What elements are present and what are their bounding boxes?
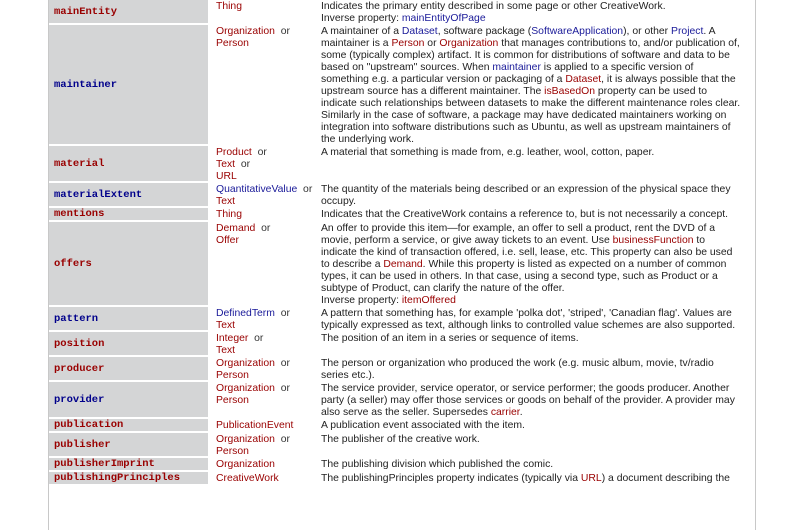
- property-description-cell: [315, 222, 755, 307]
- property-name-link[interactable]: publication: [54, 419, 124, 431]
- description-link[interactable]: carrier: [490, 407, 520, 418]
- property-description-cell: [315, 208, 755, 222]
- type-link[interactable]: Offer: [216, 235, 239, 246]
- description-text: , it is always possible that the upstream source has a different maintainer. The: [321, 74, 736, 97]
- expected-types-cell: [210, 382, 315, 419]
- description-link[interactable]: Project: [671, 26, 704, 37]
- expected-types-cell: [210, 458, 315, 472]
- property-row: [49, 357, 755, 382]
- property-name-link[interactable]: pattern: [54, 312, 99, 325]
- expected-types-cell: [210, 222, 315, 307]
- description-text: . A maintainer is a: [321, 26, 715, 49]
- property-description-cell: [315, 183, 755, 208]
- property-row: [49, 25, 755, 146]
- or-separator: or: [280, 383, 290, 394]
- property-name-link[interactable]: position: [54, 337, 105, 350]
- property-description-cell: [315, 357, 755, 382]
- description-text: The person or organization who produced the work (e.g. music album, movie, tv/radio series etc.).: [321, 358, 714, 381]
- type-link[interactable]: DefinedTerm: [216, 308, 275, 319]
- type-link[interactable]: Organization: [216, 26, 275, 37]
- description-text: A material that something is made from, e.g. leather, wool, cotton, paper.: [321, 147, 655, 158]
- property-row: [49, 458, 755, 472]
- description-text: The publisher of the creative work.: [321, 434, 480, 445]
- property-description-cell: [315, 458, 755, 472]
- type-link[interactable]: CreativeWork: [216, 473, 279, 484]
- description-text: Inverse property:: [321, 13, 402, 24]
- description-text: . While this property is listed as expected on a number of common types, it can be used in others. In that case, using a second type, such as Product or a subtype of Product, can clarify the nature of the offer.: [321, 259, 727, 294]
- description-link[interactable]: Dataset: [565, 74, 602, 85]
- description-text: The publishingPrinciples property indicates (typically via: [321, 473, 581, 484]
- property-row: [49, 146, 755, 183]
- property-name-cell: [49, 146, 210, 183]
- expected-types-cell: [210, 25, 315, 146]
- type-link[interactable]: Product: [216, 147, 252, 158]
- description-text: ), or other: [623, 26, 672, 37]
- expected-types-cell: [210, 0, 315, 25]
- type-link[interactable]: Person: [216, 446, 249, 457]
- property-name-cell: [49, 357, 210, 382]
- property-name-link[interactable]: publisher: [54, 438, 111, 451]
- property-name-link[interactable]: provider: [54, 393, 105, 406]
- property-description-cell: [315, 0, 755, 25]
- description-link[interactable]: Organization: [439, 38, 499, 49]
- or-separator: or: [303, 184, 313, 195]
- description-text: to indicate the kind of transaction offered, i.e. sell, lease, etc. This property can also be used to describe a: [321, 235, 733, 270]
- description-text: .: [519, 407, 523, 418]
- or-separator: or: [280, 26, 290, 37]
- or-separator: or: [240, 159, 251, 170]
- property-row: [49, 183, 755, 208]
- or-separator: or: [254, 333, 264, 344]
- type-link[interactable]: Integer: [216, 333, 249, 344]
- expected-types-cell: [210, 208, 315, 222]
- or-separator: or: [261, 223, 271, 234]
- property-name-link[interactable]: publishingPrinciples: [54, 472, 181, 484]
- expected-types-cell: [210, 419, 315, 433]
- description-link[interactable]: SoftwareApplication: [531, 26, 624, 37]
- property-name-cell: [49, 382, 210, 419]
- property-row: [49, 433, 755, 458]
- expected-types-cell: [210, 183, 315, 208]
- property-row: [49, 472, 755, 486]
- type-link[interactable]: PublicationEvent: [216, 420, 294, 431]
- property-description-cell: [315, 332, 755, 357]
- description-link[interactable]: mainEntityOfPage: [401, 13, 486, 24]
- description-text: The quantity of the materials being described or an expression of the physical space they occupy.: [321, 184, 731, 207]
- expected-types-cell: [210, 307, 315, 332]
- property-name-cell: [49, 419, 210, 433]
- property-row: [49, 382, 755, 419]
- description-text: An offer to provide this item—for example, an offer to sell a product, rent the DVD of a movie, perform a service, or give away tickets to an event. Use: [321, 223, 716, 246]
- property-description-cell: [315, 307, 755, 332]
- description-link[interactable]: isBasedOn: [544, 86, 595, 97]
- description-text: A maintainer of a: [321, 26, 402, 37]
- description-link[interactable]: URL: [580, 473, 602, 484]
- property-name-cell: [49, 307, 210, 332]
- expected-types-cell: [210, 146, 315, 183]
- property-row: [49, 307, 755, 332]
- or-separator: or: [257, 147, 267, 158]
- property-name-link[interactable]: maintainer: [54, 78, 118, 91]
- type-link[interactable]: QuantitativeValue: [216, 184, 298, 195]
- or-separator: or: [280, 308, 290, 319]
- property-name-cell: [49, 222, 210, 307]
- description-link[interactable]: businessFunction: [612, 235, 694, 246]
- property-row: [49, 419, 755, 433]
- property-row: [49, 208, 755, 222]
- property-name-link[interactable]: material: [54, 157, 105, 170]
- property-name-cell: [49, 208, 210, 222]
- or-separator: or: [280, 434, 290, 445]
- property-description-cell: [315, 472, 755, 486]
- description-link[interactable]: Demand: [383, 259, 423, 270]
- description-link[interactable]: itemOffered: [401, 295, 456, 306]
- type-link[interactable]: Person: [216, 38, 249, 49]
- property-name-cell: [49, 183, 210, 208]
- expected-types-cell: [210, 472, 315, 486]
- expected-types-cell: [210, 332, 315, 357]
- type-link[interactable]: Text: [216, 159, 236, 170]
- description-link[interactable]: Person: [391, 38, 425, 49]
- description-text: A publication event associated with the item.: [321, 420, 525, 431]
- type-link[interactable]: Organization: [216, 459, 275, 470]
- property-row: [49, 332, 755, 357]
- type-link[interactable]: Organization: [216, 358, 275, 369]
- type-link[interactable]: Thing: [216, 209, 242, 220]
- description-text: Indicates that the CreativeWork contains a reference to, but is not necessarily a concept.: [321, 209, 728, 220]
- property-name-cell: [49, 332, 210, 357]
- property-name-cell: [49, 433, 210, 458]
- description-text: , software package (: [437, 26, 532, 37]
- description-text: ) a document describing the: [601, 473, 730, 484]
- description-link[interactable]: Dataset: [401, 26, 438, 37]
- property-name-link[interactable]: producer: [54, 362, 105, 375]
- or-separator: or: [280, 358, 290, 369]
- type-link[interactable]: Text: [216, 345, 236, 356]
- property-table: [49, 0, 755, 486]
- property-description-cell: [315, 433, 755, 458]
- property-row: [49, 222, 755, 307]
- property-name-link[interactable]: publisherImprint: [54, 458, 155, 470]
- description-link[interactable]: maintainer: [492, 62, 541, 73]
- description-text: The publishing division which published the comic.: [321, 459, 554, 470]
- property-table-container: [48, 0, 756, 530]
- type-link[interactable]: Organization: [216, 383, 275, 394]
- property-description-cell: [315, 25, 755, 146]
- property-name-link[interactable]: materialExtent: [54, 188, 143, 201]
- property-table-body: [49, 0, 755, 486]
- property-name-link[interactable]: offers: [54, 257, 92, 270]
- type-link[interactable]: Demand: [216, 223, 256, 234]
- type-link[interactable]: Person: [216, 370, 249, 381]
- description-text: is applied to a specific version of something e.g. a particular version or packaging of a: [321, 62, 694, 85]
- description-text: that manages contributions to, and/or publication of, some (typically complex) artifact. It is common for distributions of software and data to be based on "upstream" sources. When: [321, 38, 740, 73]
- description-text: Inverse property:: [321, 295, 402, 306]
- type-link[interactable]: Text: [216, 320, 236, 331]
- description-text: The position of an item in a series or sequence of items.: [321, 333, 579, 344]
- expected-types-cell: [210, 357, 315, 382]
- type-link[interactable]: Text: [216, 196, 236, 207]
- property-description-cell: [315, 419, 755, 433]
- type-link[interactable]: Person: [216, 395, 249, 406]
- property-name-link[interactable]: mentions: [54, 208, 105, 220]
- description-text: The service provider, service operator, or service performer; the goods producer. Another party (a seller) may offer those services or goods on behalf of the provider. A provider may also serve as the seller. Supersedes: [321, 383, 735, 418]
- type-link[interactable]: Organization: [216, 434, 275, 445]
- property-name-cell: [49, 458, 210, 472]
- type-link[interactable]: URL: [216, 171, 237, 182]
- description-text: A pattern that something has, for example 'polka dot', 'striped', 'Canadian flag'. Values are typically expressed as text, although links to controlled value schemes are also supported.: [321, 308, 736, 331]
- description-text: property can be used to indicate such relationships between datasets to make the different maintenance roles clear. Similarly in the case of software, a package may have dedicated maintainers working on integration into software distributions such as Ubuntu, as well as upstream maintainers of the underlying work.: [321, 86, 741, 145]
- property-row: [49, 0, 755, 25]
- description-text: or: [424, 38, 440, 49]
- property-description-cell: [315, 146, 755, 183]
- property-name-cell: [49, 0, 210, 25]
- property-name-link[interactable]: mainEntity: [54, 5, 118, 18]
- property-name-cell: [49, 25, 210, 146]
- type-link[interactable]: Thing: [216, 1, 242, 12]
- property-name-cell: [49, 472, 210, 486]
- description-text: Indicates the primary entity described in some page or other CreativeWork.: [321, 1, 666, 12]
- expected-types-cell: [210, 433, 315, 458]
- property-description-cell: [315, 382, 755, 419]
